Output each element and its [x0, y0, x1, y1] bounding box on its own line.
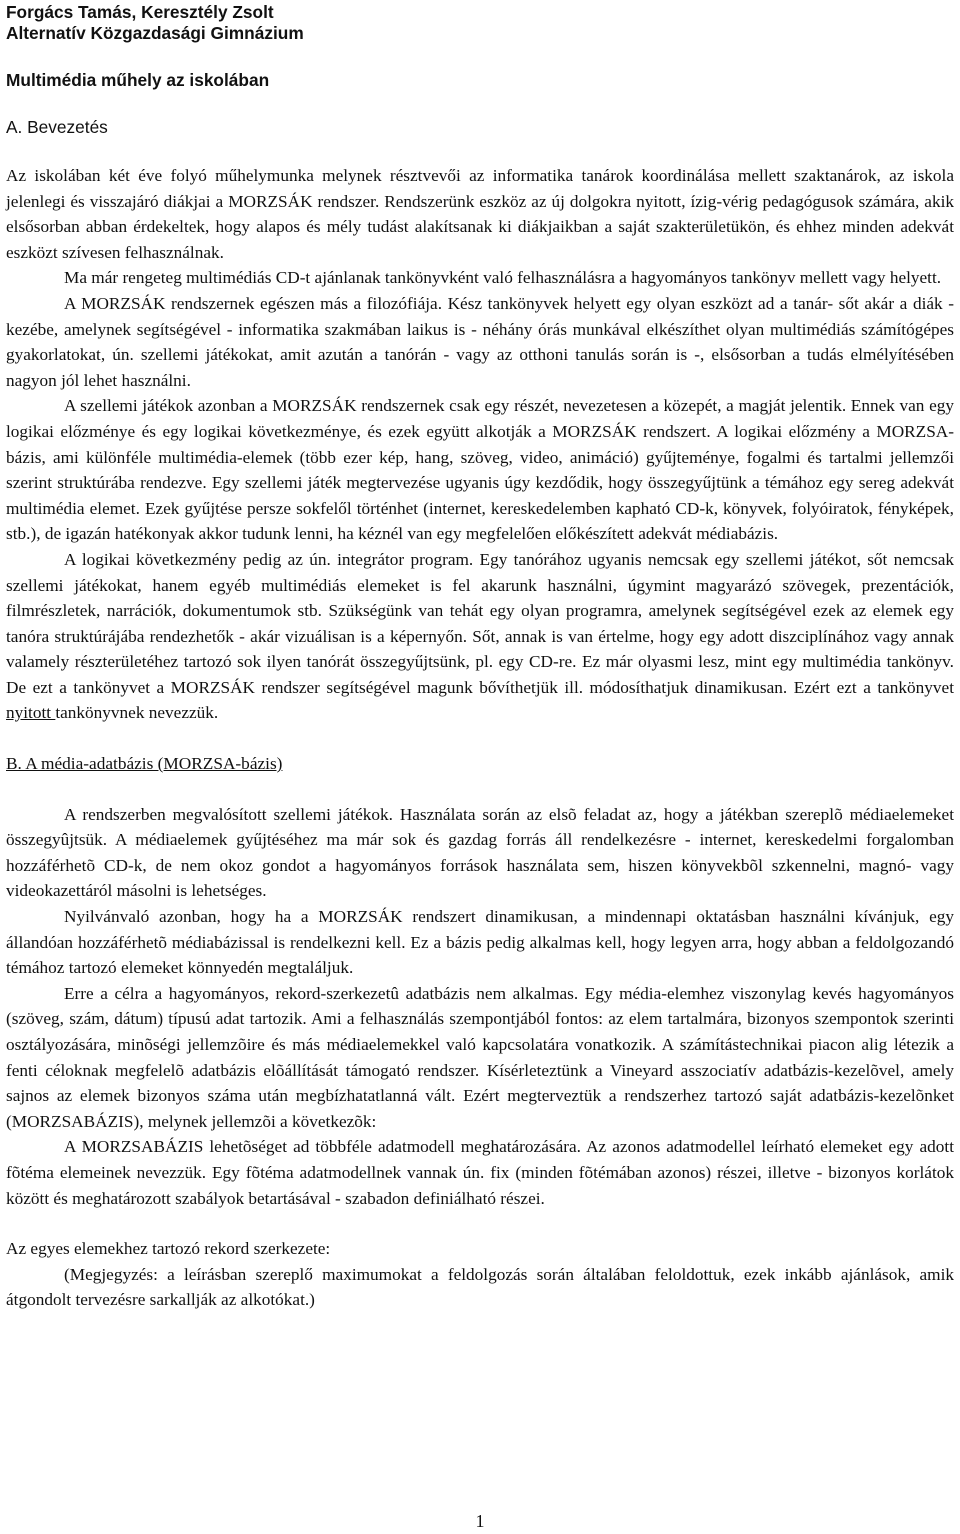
paragraph-text: A logikai következmény pedig az ún. integrátor program. Egy tanórához ugyanis nemcsak egy szellemi játékot, sőt nemcsak szellemi játékokat, hanem egyéb multimédiás elemeket is fel akarunk használni, úgymint magyarázó szövegek, prezentációk, filmrészletek, narrációk, dokumentumok stb. Szükségünk van tehát egy olyan programra, amelynek segítségével ezek az elemek egy tanóra struktúrájába rendezhetők - akár vizuálisan is a képernyőn. Sőt, annak is van értelme, hogy egy adott diszciplínához vagy annak valamely részterületéhez tartozó sok ilyen tanórát összegyűjtsünk, pl. egy CD-re. Ez már olyasmi lesz, mint egy multimédia tankönyv. De ezt a tankönyvet a MORZSÁK rendszer segítségével magunk bővíthetjük ill. módosíthatjuk dinamikusan. Ezért ezt a tankönyvet: [6, 549, 954, 697]
school-name: Alternatív Közgazdasági Gimnázium: [6, 23, 304, 43]
spacer: [6, 777, 954, 802]
paragraph: A szellemi játékok azonban a MORZSÁK rendszernek csak egy részét, nevezetesen a közepét, a magját jelentik. Ennek van egy logikai előzménye és egy logikai következménye, és ezek együtt alkotják a MORZSÁK rendszert. A logikai előzmény a MORZSA-bázis, ami különféle multimédia-elemek (több ezer kép, hang, szöveg, video, animáció) gyűjteménye, fogalmi és tartalmi jellemzői szerint struktúrába rendezve. Egy szellemi játék megtervezése ugyanis úgy kezdődik, hogy összegyűjtünk a témához egy sereg adekvát multimédia elemet. Ezek gyűjtése persze sokfelől történhet (internet, kereskedelemben kapható CD-k, könyvek, folyóiratok, fényképek, stb.), de igazán hatékonyak akkor tudunk lenni, ha kéznél van egy megfelelően előkészített adekvát médiabázis.: [6, 396, 954, 544]
spacer: [6, 726, 954, 751]
section-b-heading: B. A média-adatbázis (MORZSA-bázis): [6, 754, 283, 774]
spacer: [6, 45, 954, 68]
page-number: 1: [475, 1511, 485, 1531]
paragraph: (Megjegyzés: a leírásban szereplő maximumokat a feldolgozás során általában feloldottuk, ezek inkább ajánlások, amik átgondolt tervezésre sarkallják az alkotókat.): [6, 1264, 954, 1310]
document-title: Multimédia műhely az iskolában: [6, 70, 270, 90]
paragraph: A MORZSÁK rendszernek egészen más a filozófiája. Kész tankönyvek helyett egy olyan eszközt ad a tanár- sőt akár a diák - kezébe, amelynek segítségével - informatika szakmában laikus is - néhány órás munkával elkészíthet olyan multimédiás számítógépes gyakorlatokat, ún. szellemi játékokat, amit azután a tanórán - vagy az otthoni tanulás során is -, elsősorban a tudás elmélyítésében nagyon jól lehet használni.: [6, 293, 954, 390]
paragraph: Az egyes elemekhez tartozó rekord szerkezete:: [6, 1239, 331, 1259]
paragraph: Nyilvánvaló azonban, hogy ha a MORZSÁK rendszert dinamikusan, a mindennapi oktatásban használni kívánjuk, egy állandóan hozzáférhetõ médiabázissal is rendelkezni kell. Ez a bázis pedig alkalmas kell, hogy legyen arra, hogy abban a feldolgozandó témához tartozó elemeket könnyedén megtaláljuk.: [6, 907, 954, 978]
paragraph: [6, 547, 954, 726]
spacer: [6, 1211, 954, 1236]
spacer: [6, 139, 954, 163]
section-a-heading: A. Bevezetés: [6, 117, 108, 137]
underlined-word: nyitott: [6, 703, 56, 723]
paragraph: Erre a célra a hagyományos, rekord-szerkezetû adatbázis nem alkalmas. Egy média-elemhez viszonylag kevés hagyományos (szöveg, szám, dátum) típusú adat tartozik. Ami a felhasználás szempontjából fontos: az elem tartalmára, bizonyos szempontok szerinti osztályozására, minõségi jellemzõire és más médiaelemekkel való kapcsolatára vonatkozik. A számítástechnikai piacon alig létezik a fenti céloknak megfelelõ adatbázis elõállítását támogató rendszer. Kísérleteztünk a Vineyard asszociatív adatbázis-kezelõvel, amely sajnos az elemek bizonyos száma után megbízhatatlanná vált. Ezért megterveztük a rendszerhez tartozó saját adatbázis-kezelõnket (MORZSABÁZIS), melynek jellemzõi a következõk:: [6, 983, 954, 1131]
spacer: [6, 92, 954, 115]
paragraph-text-end: tankönyvnek nevezzük.: [55, 703, 219, 723]
authors: Forgács Tamás, Keresztély Zsolt: [6, 2, 274, 22]
paragraph: A rendszerben megvalósított szellemi játékok. Használata során az elsõ feladat az, hogy a játékban szereplõ médiaelemeket összegyûjtsük. A médiaelemek gyűjtéséhez ma már sok és gazdag forrás áll rendelkezésre - internet, kereskedelmi forgalomban hozzáférhetõ CD-k, de nem okoz gondot a hagyományos források használata sem, hiszen könyvekbõl szkennelni, magnó- vagy videokazettáról másolni is lehetséges.: [6, 804, 954, 901]
document-page: [6, 0, 954, 1313]
paragraph: Az iskolában két éve folyó műhelymunka melynek résztvevői az informatika tanárok koordinálása mellett szaktanárok, az iskola jelenlegi és visszajáró diákjai a MORZSÁK rendszer. Rendszerünk eszköz az új dolgokra nyitott, ízig-vérig pedagógusok számára, akik elsősorban abban érdekeltek, hogy alapos és mély tudást alakítsanak ki diákjaikban a saját szakterületükön, és ehhez minden adekvát eszközt szívesen felhasználnak.: [6, 166, 954, 262]
paragraph: A MORZSABÁZIS lehetõséget ad többféle adatmodell meghatározására. Az azonos adatmodellel leírható elemeket egy adott fõtéma elemeinek nevezzük. Egy fõtéma adatmodellnek vannak ún. fix (minden fõtémában azonos) részei, illetve - bizonyos korlátok között és meghatározott szabályok betartásával - szabadon definiálható részei.: [6, 1137, 954, 1208]
paragraph: Ma már rengeteg multimédiás CD-t ajánlanak tankönyvként való felhasználásra a hagyományos tankönyv mellett vagy helyett.: [64, 268, 942, 288]
